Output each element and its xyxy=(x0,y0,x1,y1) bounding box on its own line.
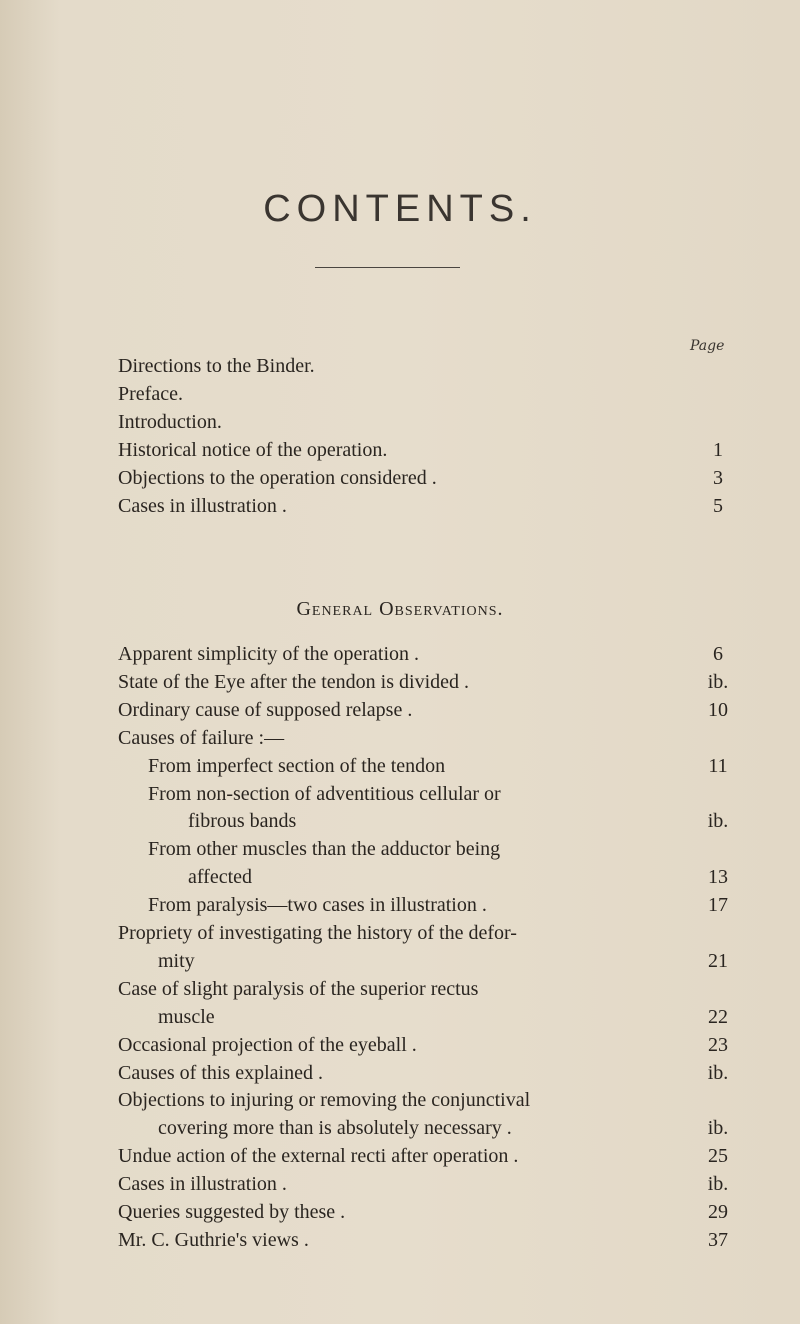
toc-entry xyxy=(0,919,800,947)
toc-entry-text: State of the Eye after the tendon is divided . xyxy=(118,670,470,693)
toc-entry xyxy=(0,863,800,891)
toc-entry-text: Undue action of the external recti after operation . xyxy=(118,1145,519,1168)
toc-entry-text: Objections to injuring or removing the conjunctival xyxy=(118,1089,531,1112)
toc-entry xyxy=(0,835,800,863)
toc-entry-page: 29 xyxy=(708,1201,728,1223)
toc-entry-text: muscle xyxy=(158,1005,215,1028)
toc-entry-page: ib. xyxy=(707,810,729,833)
section-heading: General Observations. xyxy=(296,598,504,620)
toc-entry-page: ib. xyxy=(707,1061,729,1084)
toc-entry xyxy=(0,891,800,919)
toc-entry-text: Ordinary cause of supposed relapse . xyxy=(118,698,413,721)
toc-entry-text: Cases in illustration . xyxy=(118,494,287,517)
toc-entry xyxy=(0,464,800,492)
toc-entry-text: Apparent simplicity of the operation . xyxy=(118,643,420,665)
toc-entry-text: From paralysis—two cases in illustration . xyxy=(148,894,487,917)
toc-entry-page: 21 xyxy=(708,949,728,972)
toc-entry-text: Cases in illustration . xyxy=(118,1173,287,1196)
toc-entry xyxy=(0,1226,800,1254)
toc-entry xyxy=(0,1086,800,1114)
toc-entry-page: ib. xyxy=(707,1173,729,1196)
toc-entry-text: From imperfect section of the tendon xyxy=(148,754,446,777)
toc-entry xyxy=(0,1142,800,1170)
toc-entry-text: covering more than is absolutely necessary . xyxy=(158,1117,512,1140)
page-title: CONTENTS. xyxy=(263,188,537,230)
toc-entry xyxy=(0,436,800,464)
page-column-label: Page xyxy=(690,338,725,354)
toc-entry-text: Causes of failure :— xyxy=(118,726,285,749)
toc-entry-text: Occasional projection of the eyeball . xyxy=(118,1033,417,1056)
toc-entry xyxy=(0,352,800,380)
toc-entry-text: Introduction. xyxy=(118,410,222,433)
toc-entry-page: 3 xyxy=(713,466,723,489)
toc-entry-page: 11 xyxy=(708,754,728,777)
toc-entry-page: 6 xyxy=(713,643,723,665)
toc-entry-text: Case of slight paralysis of the superior rectus xyxy=(118,977,479,1000)
toc-entry-page: 13 xyxy=(708,866,728,889)
toc-entry-page: 10 xyxy=(708,698,728,721)
toc-entry-page: 17 xyxy=(708,894,728,917)
toc-entry-text: Preface. xyxy=(118,382,183,405)
toc-entry-page: 37 xyxy=(708,1228,728,1251)
title-rule xyxy=(315,267,460,268)
toc-entry-page: 25 xyxy=(708,1145,728,1168)
toc-entry-text: Queries suggested by these . xyxy=(118,1201,346,1223)
toc-entry xyxy=(0,408,800,436)
toc-entry xyxy=(0,1114,800,1142)
toc-entry xyxy=(0,640,800,668)
toc-entry-page: ib. xyxy=(707,670,729,693)
toc-entry xyxy=(0,752,800,780)
toc-entry xyxy=(0,1003,800,1031)
toc-entry xyxy=(0,492,800,520)
toc-entry-text: Directions to the Binder. xyxy=(118,355,315,377)
toc-entry xyxy=(0,807,800,835)
toc-entry xyxy=(0,1170,800,1198)
toc-entry xyxy=(0,696,800,724)
toc-entry-text: fibrous bands xyxy=(188,810,297,833)
toc-entry-text: mity xyxy=(158,949,195,972)
toc-entry-text: From other muscles than the adductor being xyxy=(148,838,501,861)
toc-entry xyxy=(0,668,800,696)
toc-entry-page: 22 xyxy=(708,1005,728,1028)
toc-entry-page: ib. xyxy=(707,1117,729,1140)
toc-entry-text: From non-section of adventitious cellular or xyxy=(148,782,501,805)
toc-entry-text: Propriety of investigating the history of the defor- xyxy=(118,922,517,944)
toc-entry-page: 23 xyxy=(708,1033,728,1056)
toc-entry xyxy=(0,724,800,752)
toc-entry-text: Historical notice of the operation. xyxy=(118,438,388,461)
toc-entry-text: Mr. C. Guthrie's views . xyxy=(118,1228,309,1251)
toc-entry xyxy=(0,380,800,408)
toc-entry xyxy=(0,947,800,975)
toc-entry-text: Objections to the operation considered . xyxy=(118,466,437,489)
toc-entry-page: 5 xyxy=(713,494,723,517)
toc-entry-page: 1 xyxy=(713,438,723,461)
toc-entry xyxy=(0,1031,800,1059)
toc-entry-text: affected xyxy=(188,866,253,889)
toc-entry-text: Causes of this explained . xyxy=(118,1061,323,1084)
toc-entry xyxy=(0,1059,800,1087)
toc-entry xyxy=(0,780,800,808)
toc-entry xyxy=(0,975,800,1003)
toc-entry xyxy=(0,1198,800,1226)
